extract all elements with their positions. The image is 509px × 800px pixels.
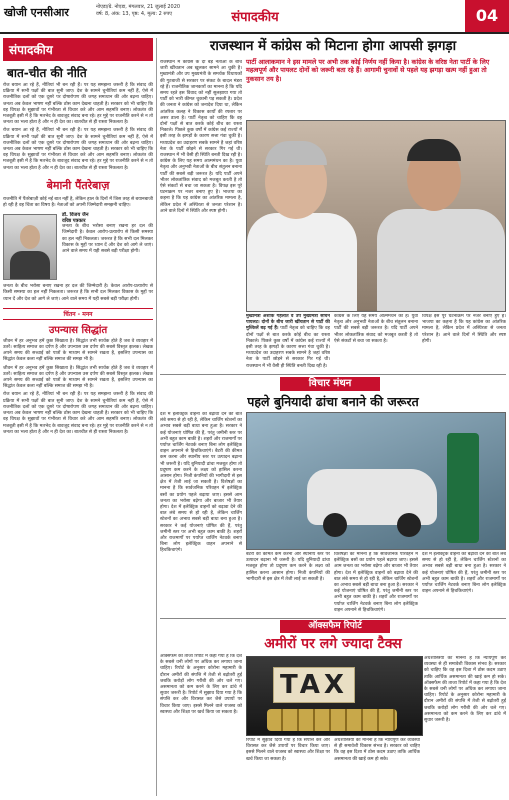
editorial-section-bar: संपादकीय	[3, 38, 153, 61]
ev-col-4-text: देश में इलेक्ट्रिक वाहनों को बढ़ावा देने की बात लंबे समय से हो रही है, लेकिन चार्जिंग स्टेशनों का अभाव सबसे बड़ी बाधा बना हुआ है। सरकार ने कई योजनाएं घोषित की हैं, परंतु जमीनी स्तर पर अभी बहुत काम बाकी है। शहरों और राजमार्गों पर पर्याप्त चार्जिंग नेटवर्क बनाए बिना लोग इलेक्ट्रिक वाहन अपनाने से हिचकिचाएंगे।	[422, 552, 506, 595]
lead-photo-caption: मुख्यमंत्री अशोक गहलोत व उप मुख्यमंत्री सचिन पायलट। दोनों के बीच जारी खींचतान से पार्टी की मुश्किलें बढ़ गई हैं।	[246, 314, 330, 332]
tax-col-1-text: ऑक्सफैम की ताजा रिपोर्ट में कहा गया है कि देश के सबसे धनी लोगों पर अधिक कर लगाया जाना चाहिए। रिपोर्ट के अनुसार कोरोना महामारी के दौरान अमीरों की संपत्ति में तेजी से बढ़ोतरी हुई जबकि करोड़ों लोग गरीबी की ओर चले गए। असमानता को कम करने के लिए कर ढांचे में सुधार जरूरी है।	[160, 654, 242, 697]
article2-body	[3, 212, 153, 282]
ev-col-4	[422, 552, 506, 616]
electric-car-charging-photo-icon	[246, 412, 506, 550]
portrait-face	[20, 225, 40, 249]
article2-title: बेमानी पैंतरेबाज़	[46, 178, 110, 192]
ev-col-3-text: विशेषज्ञों का मानना है कि सार्वजनिक परिवहन में इलेक्ट्रिक बसों का प्रयोग पहले बढ़ाया जाए। इससे आम जनता का भरोसा बढ़ेगा और बाजार भी तैयार होगा।	[334, 552, 418, 576]
ev-col-1	[160, 412, 242, 617]
section-title: संपादकीय	[231, 10, 279, 25]
lead-col-3	[334, 314, 418, 372]
ev-col-1-text-d: देश में इलेक्ट्रिक वाहनों को बढ़ावा देने की बात लंबे समय से हो रही है, लेकिन चार्जिंग स्टेशनों का अभाव सबसे बड़ी बाधा बना हुआ है। सरकार ने कई योजनाएं घोषित की हैं, परंतु जमीनी स्तर पर अभी बहुत काम बाकी है। शहरों और राजमार्गों पर पर्याप्त चार्जिंग नेटवर्क बनाए बिना लोग इलेक्ट्रिक वाहन अपनाने से हिचकिचाएंगे।	[160, 505, 242, 554]
tax-col-4	[424, 656, 506, 796]
ev-col-2	[246, 552, 330, 616]
editorial-text-continued: रोज बयान आ रहे हैं, नीतियां भी बन रही हैं। पर यह समझना जरूरी है कि संवाद की प्रक्रिया में सभी पक्षों की बात सुनी जाए। देश के सामने चुनौतियां कम नहीं हैं, ऐसे में राजनीतिक दलों को एक दूसरे पर दोषारोपण की जगह समाधान की ओर बढ़ना चाहिए। जनता अब केवल भाषण नहीं बल्कि ठोस काम देखना चाहती है। सरकार को भी चाहिए कि वह विपक्ष के सुझावों पर गंभीरता से विचार करे और आम सहमति बनाए। लोकतंत्र की मजबूती इसी में है कि मतभेद के बावजूद संवाद बना रहे। हर मुद्दे पर राजनीति करने से न तो जनता का भला होता है और न ही देश का। बातचीत से ही रास्ता निकलता है।	[3, 128, 153, 171]
person-photo-icon	[3, 214, 57, 280]
editorial-title: बात-चीत की नीति	[7, 66, 87, 80]
tax-section-banner: ऑक्सफैम रिपोर्ट	[280, 620, 390, 633]
photo-person-1-hair	[265, 141, 327, 165]
ev-col-1-text: देश में इलेक्ट्रिक वाहनों को बढ़ावा देने की बात लंबे समय से हो रही है, लेकिन चार्जिंग स्टेशनों का अभाव सबसे बड़ी बाधा बना हुआ है। सरकार ने कई योजनाएं घोषित की हैं, परंतु जमीनी स्तर पर अभी बहुत काम बाकी है। शहरों और राजमार्गों पर पर्याप्त चार्जिंग नेटवर्क बनाए बिना लोग इलेक्ट्रिक वाहन अपनाने से हिचकिचाएंगे।	[160, 412, 242, 455]
article2-text-b: जनता के बीच भरोसा बनाए रखना हर दल की जिम्मेदारी है। केवल आरोप-प्रत्यारोप से किसी समस्या का हल नहीं निकलता। जरूरत है कि सभी दल मिलकर विकास के मुद्दों पर ध्यान दें और देश को आगे ले जाएं। आने वाले समय में यही सबसे बड़ी परीक्षा होगी।	[62, 224, 153, 255]
ev-col-1-text-c: विशेषज्ञों का मानना है कि सार्वजनिक परिवहन में इलेक्ट्रिक बसों का प्रयोग पहले बढ़ाया जाए। इससे आम जनता का भरोसा बढ़ेगा और बाजार भी तैयार होगा।	[160, 480, 242, 511]
ev-section-banner: विचार मंथन	[280, 377, 380, 391]
ev-col-1-text-b: बैटरी की कीमत कम करना और स्थानीय स्तर पर उत्पादन बढ़ाना भी जरूरी है। यदि बुनियादी ढांचा मजबूत होगा तो प्रदूषण कम करने के लक्ष्य को हासिल करना आसान होगा। निजी कंपनियों की भागीदारी से इस क्षेत्र में तेजी लाई जा सकती है।	[160, 449, 242, 486]
tax-word: TAX	[273, 667, 355, 703]
tax-col-3-text: अर्थशास्त्रियों का मानना है कि न्यायपूर्ण कर व्यवस्था से ही समावेशी विकास संभव है। सरकार को चाहिए कि वह इस दिशा में ठोस कदम उठाए ताकि आर्थिक असमानता की खाई कम हो सके।	[334, 738, 420, 762]
divider-2	[160, 618, 506, 619]
photo-wheel-front	[323, 513, 347, 537]
column-text: जीवन में हर अनुभव हमें कुछ सिखाता है। सिद्धांत तभी सार्थक होते हैं जब वे व्यवहार में उतरें। साहित्य समाज का दर्पण है और उपन्यास उस दर्पण की सबसे विस्तृत झलक। लेखक अपने समय की सच्चाई को पात्रों के माध्यम से सामने रखता है, इसलिए उपन्यास का सिद्धांत केवल कला नहीं बल्कि समाज की समझ भी है।	[3, 338, 153, 363]
lead-col-3-text: कांग्रेस के लिए यह समय आत्ममंथन का है। युवा नेतृत्व और अनुभवी नेताओं के बीच संतुलन बनाना पार्टी की सबसे बड़ी जरूरत है। यदि पार्टी अपने भीतर लोकतांत्रिक संवाद को मजबूत करती है तो ऐसे संकटों से बचा जा सकता है।	[334, 314, 418, 344]
tax-col-1	[160, 654, 242, 796]
lead-col-1-text: राजस्थान में कांग्रेस के दो बड़े नेताओं के बीच जारी खींचतान अब खुलकर सामने आ चुकी है। मुख्यमंत्री और उप मुख्यमंत्री के समर्थक विधायकों की गुटबाजी से सरकार पर संकट के बादल मंडरा रहे हैं। राजनीतिक जानकारों का मानना है कि यदि समय रहते इस विवाद को नहीं सुलझाया गया तो पार्टी को भारी कीमत चुकानी पड़ सकती है। प्रदेश की जनता ने कांग्रेस को जनादेश दिया था, लेकिन आंतरिक कलह ने विकास कार्यों की रफ्तार पर असर डाला है।	[160, 60, 242, 121]
photo-coins	[267, 709, 397, 731]
editorial-text: रोज बयान आ रहे हैं, नीतियां भी बन रही हैं। पर यह समझना जरूरी है कि संवाद की प्रक्रिया में सभी पक्षों की बात सुनी जाए। देश के सामने चुनौतियां कम नहीं हैं, ऐसे में राजनीतिक दलों को एक दूसरे पर दोषारोपण की जगह समाधान की ओर बढ़ना चाहिए। जनता अब केवल भाषण नहीं बल्कि ठोस काम देखना चाहती है। सरकार को भी चाहिए कि वह विपक्ष के सुझावों पर गंभीरता से विचार करे और आम सहमति बनाए। लोकतंत्र की मजबूती इसी में है कि मतभेद के बावजूद संवाद बना रहे। हर मुद्दे पर राजनीति करने से न तो जनता का भला होता है और न ही देश का। बातचीत से ही रास्ता निकलता है।	[3, 83, 153, 126]
photo-person-2-hair	[407, 139, 461, 161]
photo-wheel-rear	[397, 513, 421, 537]
lead-headline: राजस्थान में कांग्रेस को मिटाना होगा आपसी झगड़ा	[209, 38, 457, 54]
tax-col-1-text-b: रिपोर्ट में सुझाव दिया गया है कि संपत्ति कर और विरासत कर जैसे उपायों पर विचार किया जाए। इससे मिलने वाले राजस्व को स्वास्थ्य और शिक्षा पर खर्च किया जा सकता है।	[160, 691, 242, 715]
tax-headline: अमीरों पर लगे ज्यादा टैक्स	[264, 636, 402, 652]
column-title: उपन्यास सिद्धांत	[48, 324, 108, 336]
photo-person-2-body	[377, 209, 505, 311]
brand-logo: खोजी एनसीआर	[4, 6, 69, 19]
ev-col-3	[334, 552, 418, 616]
portrait-caption: डॉ. विजय जैन वरिष्ठ पत्रकार	[62, 212, 89, 225]
article2-text-a: राजनीति में पैंतरेबाज़ी कोई नई बात नहीं है, लेकिन हाल के दिनों में जिस तरह से बयानबाजी हो रही है वह चिंता का विषय है। नेताओं को अपनी जिम्मेदारी समझनी चाहिए।	[3, 196, 153, 209]
tax-col-3	[334, 738, 420, 796]
lead-col-1-text-d: विपक्ष इस पूरे घटनाक्रम पर नजर बनाए हुए है। भाजपा का कहना है कि यह कांग्रेस का आंतरिक मामला है, लेकिन प्रदेश में अस्थिरता से जनता परेशान है। आने वाले दिनों में स्थिति और स्पष्ट होगी।	[160, 184, 242, 214]
column-text-continued-2: रोज बयान आ रहे हैं, नीतियां भी बन रही हैं। पर यह समझना जरूरी है कि संवाद की प्रक्रिया में सभी पक्षों की बात सुनी जाए। देश के सामने चुनौतियां कम नहीं हैं, ऐसे में राजनीतिक दलों को एक दूसरे पर दोषारोपण की जगह समाधान की ओर बढ़ना चाहिए। जनता अब केवल भाषण नहीं बल्कि ठोस काम देखना चाहती है। सरकार को भी चाहिए कि वह विपक्ष के सुझावों पर गंभीरता से विचार करे और आम सहमति बनाए। लोकतंत्र की मजबूती इसी में है कि मतभेद के बावजूद संवाद बना रहे। हर मुद्दे पर राजनीति करने से न तो जनता का भला होता है और न ही देश का। बातचीत से ही रास्ता निकलता है।	[3, 392, 153, 435]
lead-col-1-text-c: कांग्रेस के लिए यह समय आत्ममंथन का है। युवा नेतृत्व और अनुभवी नेताओं के बीच संतुलन बनाना पार्टी की सबसे बड़ी जरूरत है। यदि पार्टी अपने भीतर लोकतांत्रिक संवाद को मजबूत करती है तो ऐसे संकटों से बचा जा सकता है।	[160, 159, 242, 190]
lead-col-4-text: विपक्ष इस पूरे घटनाक्रम पर नजर बनाए हुए है। भाजपा का कहना है कि यह कांग्रेस का आंतरिक मामला है, लेकिन प्रदेश में अस्थिरता से जनता परेशान है। आने वाले दिनों में स्थिति और स्पष्ट होगी।	[422, 314, 506, 344]
tax-col-4-text: अर्थशास्त्रियों का मानना है कि न्यायपूर्ण कर व्यवस्था से ही समावेशी विकास संभव है। सरकार को चाहिए कि वह इस दिशा में ठोस कदम उठाए ताकि आर्थिक असमानता की खाई कम हो सके।	[424, 656, 506, 680]
tax-tiles-photo-icon	[246, 656, 423, 736]
lead-col-2	[246, 314, 330, 372]
column-divider	[156, 38, 157, 796]
ev-col-3-text-b: देश में इलेक्ट्रिक वाहनों को बढ़ावा देने की बात लंबे समय से हो रही है, लेकिन चार्जिंग स्टेशनों का अभाव सबसे बड़ी बाधा बना हुआ है। सरकार ने कई योजनाएं घोषित की हैं, परंतु जमीनी स्तर पर अभी बहुत काम बाकी है। शहरों और राजमार्गों पर पर्याप्त चार्जिंग नेटवर्क बनाए बिना लोग इलेक्ट्रिक वाहन अपनाने से हिचकिचाएंगे।	[334, 570, 418, 613]
lead-col-1	[160, 60, 242, 372]
lead-col-4	[422, 314, 506, 372]
two-politicians-photo-icon	[246, 120, 506, 312]
left-column	[3, 38, 153, 796]
dateline: नोएडा/ग्रे. नोएडा, मंगलवार, 21 जुलाई 2020 वर्ष: 8, अंक: 13, पृष्ठ: 4, मूल्य: 2 रुपए	[96, 4, 181, 17]
ev-headline: पहले बुनियादी ढांचा बनाने की जरूरत	[247, 394, 419, 409]
ev-col-2-text: बैटरी की कीमत कम करना और स्थानीय स्तर पर उत्पादन बढ़ाना भी जरूरी है। यदि बुनियादी ढांचा मजबूत होगा तो प्रदूषण कम करने के लक्ष्य को हासिल करना आसान होगा। निजी कंपनियों की भागीदारी से इस क्षेत्र में तेजी लाई जा सकती है।	[246, 552, 330, 582]
divider-1	[160, 374, 506, 375]
column-text-continued: जीवन में हर अनुभव हमें कुछ सिखाता है। सिद्धांत तभी सार्थक होते हैं जब वे व्यवहार में उतरें। साहित्य समाज का दर्पण है और उपन्यास उस दर्पण की सबसे विस्तृत झलक। लेखक अपने समय की सच्चाई को पात्रों के माध्यम से सामने रखता है, इसलिए उपन्यास का सिद्धांत केवल कला नहीं बल्कि समाज की समझ भी है।	[3, 365, 153, 390]
lead-col-2-text: पार्टी नेतृत्व को चाहिए कि वह दोनों पक्षों से बात करके कोई बीच का रास्ता निकाले। पिछले कुछ वर्षों में कांग्रेस कई राज्यों में इसी तरह के झगड़ों के कारण सत्ता गंवा चुकी है। मध्यप्रदेश का उदाहरण सबके सामने है जहां वरिष्ठ नेता के पार्टी छोड़ने से सरकार गिर गई थी। राजस्थान में भी वैसी ही स्थिति बनती दिख रही है।	[246, 326, 330, 369]
photo-charger	[447, 433, 479, 543]
portrait-suit	[10, 251, 50, 279]
page-number: 04	[465, 0, 509, 32]
lead-col-1-text-b: पार्टी नेतृत्व को चाहिए कि वह दोनों पक्षों से बात करके कोई बीच का रास्ता निकाले। पिछले कुछ वर्षों में कांग्रेस कई राज्यों में इसी तरह के झगड़ों के कारण सत्ता गंवा चुकी है। मध्यप्रदेश का उदाहरण सबके सामने है जहां वरिष्ठ नेता के पार्टी छोड़ने से सरकार गिर गई थी। राजस्थान में भी वैसी ही स्थिति बनती दिख रही है।	[160, 115, 242, 159]
tax-col-2	[246, 738, 330, 796]
tax-col-2-text: रिपोर्ट में सुझाव दिया गया है कि संपत्ति कर और विरासत कर जैसे उपायों पर विचार किया जाए। इससे मिलने वाले राजस्व को स्वास्थ्य और शिक्षा पर खर्च किया जा सकता है।	[246, 738, 330, 762]
photo-person-1-body	[247, 213, 357, 312]
article2-text-b-continued: जनता के बीच भरोसा बनाए रखना हर दल की जिम्मेदारी है। केवल आरोप-प्रत्यारोप से किसी समस्या का हल नहीं निकलता। जरूरत है कि सभी दल मिलकर विकास के मुद्दों पर ध्यान दें और देश को आगे ले जाएं। आने वाले समय में यही सबसे बड़ी परीक्षा होगी।	[3, 284, 153, 302]
lead-pullquote: पार्टी आलाकमान ने इस मामले पर अभी तक कोई निर्णय नहीं किया है। कांग्रेस के वरिष्ठ नेता पार्टी के लिए महत्वपूर्ण और पायलट दोनों को जरूरी बता रहे हैं। आगामी चुनावों से पहले यह झगड़ा खत्म नहीं हुआ तो नुकसान तय है।	[246, 58, 490, 83]
tax-col-4-text-b: ऑक्सफैम की ताजा रिपोर्ट में कहा गया है कि देश के सबसे धनी लोगों पर अधिक कर लगाया जाना चाहिए। रिपोर्ट के अनुसार कोरोना महामारी के दौरान अमीरों की संपत्ति में तेजी से बढ़ोतरी हुई जबकि करोड़ों लोग गरीबी की ओर चले गए। असमानता को कम करने के लिए कर ढांचे में सुधार जरूरी है।	[424, 680, 506, 724]
tax-tiles	[273, 667, 359, 703]
column-section-bar: चिंतन - मनन	[3, 308, 153, 320]
masthead	[0, 0, 509, 34]
